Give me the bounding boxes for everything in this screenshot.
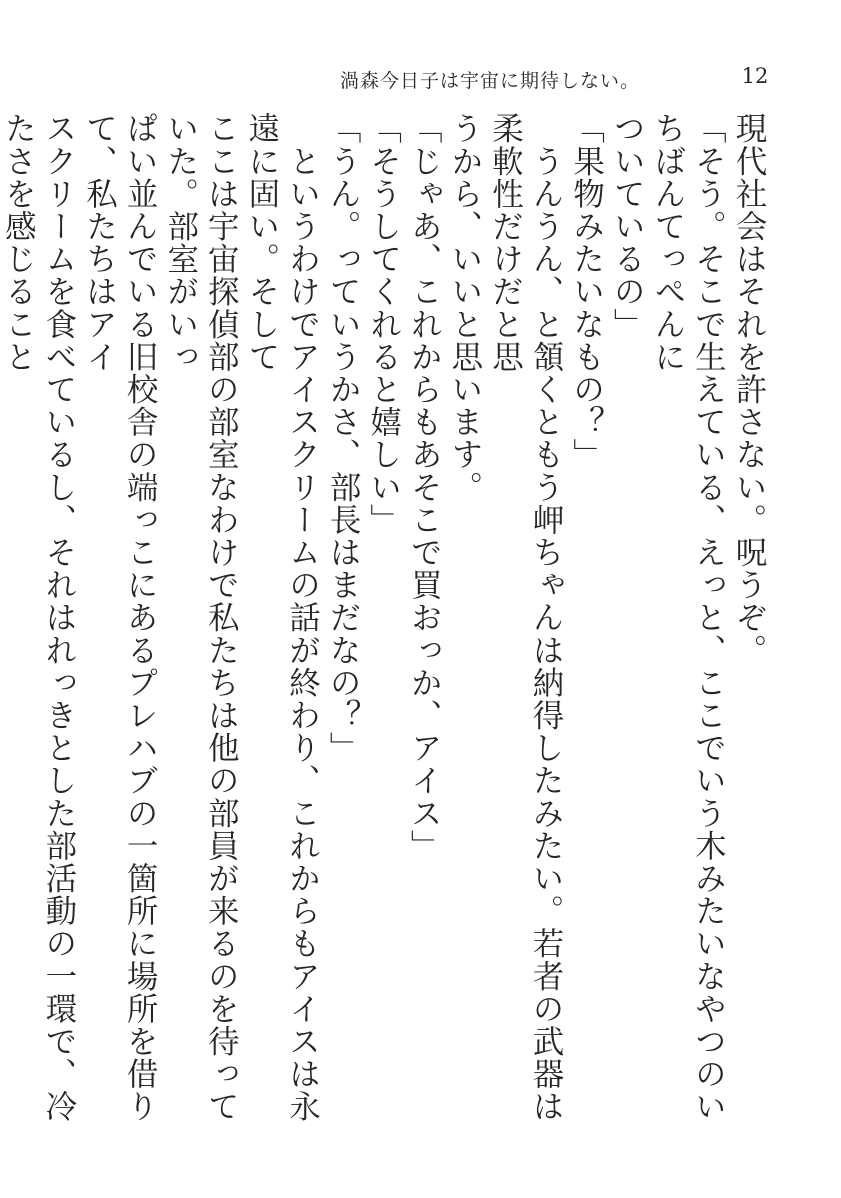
page-number: 12 [741,64,769,88]
text-line: ついているの」 [609,112,646,341]
text-line: うから、いいと思います。 [446,112,483,504]
text-line: 「そうしてくれると嬉しい」 [365,112,402,536]
running-title: 渦森今日子は宇宙に期待しない。 [339,70,640,92]
text-line: というわけでアイスクリームの話が終わり、これからもアイスは永遠に固い。そして [243,112,321,1123]
text-line: 「うん。っていうかさ、部長はまだなの？」 [325,112,362,764]
text-line: 「じゃあ、これからもあそこで買おっか、アイス」 [406,112,443,862]
text-line: ここは宇宙探偵部の部室なわけで私たちは他の部員が来るのを待っていた。部室がいっ [162,112,240,1123]
text-line: うんうん、と頷くともう岬ちゃんは納得したみたい。若者の武器は柔軟性だけだと思 [487,112,565,1123]
text-line: ぱい並んでいる旧校舎の端っこにあるプレハブの一箇所に場所を借りて、私たちはアイ [81,112,159,1123]
text-line: 現代社会はそれを許さない。呪うぞ。 [731,112,767,667]
text-line: 「そう。そこで生えている、えっと、ここでいう木みたいなやつのいちばんてっぺんに [649,112,727,1123]
text-line: スクリームを食べているし、それはれっきとした部活動の一環で、冷たさを感じること [0,112,77,1123]
vertical-body-text [0,112,769,1124]
text-line: 「果物みたいなもの？」 [568,112,605,471]
